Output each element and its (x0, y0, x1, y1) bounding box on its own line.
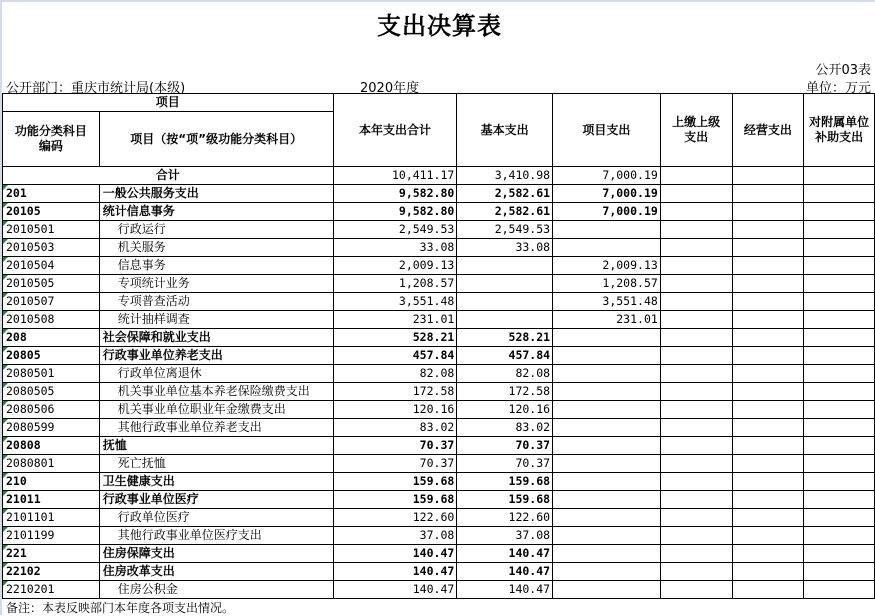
row-business[interactable] (732, 311, 804, 329)
row-total[interactable]: 159.68 (333, 491, 457, 509)
row-upper[interactable] (660, 401, 732, 419)
row-project[interactable]: 7,000.19 (553, 185, 661, 203)
form-number: 公开03表 (815, 63, 871, 78)
row-business[interactable] (732, 365, 804, 383)
table-row[interactable] (3, 455, 875, 473)
row-business[interactable] (732, 563, 804, 581)
row-name[interactable]: 机关事业单位职业年金缴费支出 (99, 401, 333, 419)
row-basic[interactable] (457, 275, 553, 293)
row-name[interactable]: 卫生健康支出 (99, 473, 333, 491)
row-subsidy[interactable] (804, 293, 875, 311)
row-total[interactable]: 528.21 (333, 329, 457, 347)
row-project[interactable]: 231.01 (553, 311, 661, 329)
row-code[interactable]: 2010503 (3, 239, 100, 257)
row-total[interactable]: 70.37 (333, 455, 457, 473)
row-business[interactable] (732, 581, 804, 599)
table-row[interactable] (3, 275, 875, 293)
row-business[interactable] (732, 329, 804, 347)
table-row[interactable] (3, 365, 875, 383)
table-row[interactable] (3, 419, 875, 437)
row-business[interactable] (732, 239, 804, 257)
row-subsidy[interactable] (804, 311, 875, 329)
row-code[interactable]: 20805 (3, 347, 100, 365)
table-row[interactable] (3, 203, 875, 221)
row-code[interactable]: 2210201 (3, 581, 100, 599)
row-basic[interactable]: 2,549.53 (457, 221, 553, 239)
row-total[interactable]: 1,208.57 (333, 275, 457, 293)
row-basic[interactable]: 140.47 (457, 581, 553, 599)
row-subsidy[interactable] (804, 455, 875, 473)
total-label: 合计 (3, 167, 334, 185)
row-business[interactable] (732, 293, 804, 311)
total-basic: 3,410.98 (457, 167, 553, 185)
row-project[interactable] (553, 581, 661, 599)
row-subsidy[interactable] (804, 581, 875, 599)
row-subsidy[interactable] (804, 203, 875, 221)
row-name[interactable]: 住房公积金 (99, 581, 333, 599)
row-total[interactable]: 231.01 (333, 311, 457, 329)
row-basic[interactable]: 70.37 (457, 437, 553, 455)
row-code[interactable]: 2010508 (3, 311, 100, 329)
row-total[interactable]: 3,551.48 (333, 293, 457, 311)
header-name: 项目（按“项”级功能分类科目） (99, 112, 333, 167)
row-code[interactable]: 2080506 (3, 401, 100, 419)
row-upper[interactable] (660, 293, 732, 311)
row-subsidy[interactable] (804, 563, 875, 581)
table-row[interactable] (3, 257, 875, 275)
row-name[interactable]: 行政事业单位养老支出 (99, 347, 333, 365)
row-project[interactable] (553, 221, 661, 239)
row-project[interactable] (553, 329, 661, 347)
footnote: 备注：本表反映部门本年度各项支出情况。 (6, 601, 235, 615)
row-subsidy[interactable] (804, 257, 875, 275)
total-upper (660, 167, 732, 185)
row-business[interactable] (732, 275, 804, 293)
row-subsidy[interactable] (804, 347, 875, 365)
row-total[interactable]: 122.60 (333, 509, 457, 527)
row-upper[interactable] (660, 383, 732, 401)
row-name[interactable]: 统计抽样调查 (99, 311, 333, 329)
row-code[interactable]: 221 (3, 545, 100, 563)
row-code[interactable]: 21011 (3, 491, 100, 509)
row-code[interactable]: 2080801 (3, 455, 100, 473)
row-code[interactable]: 2010501 (3, 221, 100, 239)
row-upper[interactable] (660, 257, 732, 275)
row-business[interactable] (732, 203, 804, 221)
row-name[interactable]: 住房保障支出 (99, 545, 333, 563)
total-row (3, 167, 875, 185)
table-row[interactable] (3, 491, 875, 509)
row-basic[interactable] (457, 311, 553, 329)
row-upper[interactable] (660, 221, 732, 239)
row-code[interactable]: 2010507 (3, 293, 100, 311)
row-project[interactable]: 3,551.48 (553, 293, 661, 311)
table-row[interactable] (3, 563, 875, 581)
row-upper[interactable] (660, 509, 732, 527)
header-total: 本年支出合计 (333, 94, 457, 167)
row-name[interactable]: 社会保障和就业支出 (99, 329, 333, 347)
row-basic[interactable]: 120.16 (457, 401, 553, 419)
row-subsidy[interactable] (804, 545, 875, 563)
row-project[interactable] (553, 491, 661, 509)
row-total[interactable]: 120.16 (333, 401, 457, 419)
row-total[interactable]: 2,549.53 (333, 221, 457, 239)
row-project[interactable] (553, 401, 661, 419)
row-project[interactable] (553, 473, 661, 491)
row-basic[interactable]: 37.08 (457, 527, 553, 545)
row-basic[interactable]: 70.37 (457, 455, 553, 473)
row-upper[interactable] (660, 563, 732, 581)
row-business[interactable] (732, 221, 804, 239)
row-subsidy[interactable] (804, 401, 875, 419)
department-label: 公开部门：重庆市统计局(本级) (6, 81, 186, 96)
row-subsidy[interactable] (804, 437, 875, 455)
table-row[interactable] (3, 545, 875, 563)
row-total[interactable]: 9,582.80 (333, 185, 457, 203)
row-name[interactable]: 一般公共服务支出 (99, 185, 333, 203)
row-project[interactable] (553, 437, 661, 455)
row-name[interactable]: 机关事业单位基本养老保险缴费支出 (99, 383, 333, 401)
row-name[interactable]: 机关服务 (99, 239, 333, 257)
table-row[interactable] (3, 311, 875, 329)
table-row[interactable] (3, 185, 875, 203)
total-business (732, 167, 804, 185)
row-business[interactable] (732, 455, 804, 473)
row-name[interactable]: 死亡抚恤 (99, 455, 333, 473)
row-subsidy[interactable] (804, 185, 875, 203)
row-code[interactable]: 2080599 (3, 419, 100, 437)
row-upper[interactable] (660, 329, 732, 347)
row-code[interactable]: 20105 (3, 203, 100, 221)
row-subsidy[interactable] (804, 383, 875, 401)
table-row[interactable] (3, 347, 875, 365)
row-subsidy[interactable] (804, 527, 875, 545)
row-code[interactable]: 208 (3, 329, 100, 347)
row-basic[interactable]: 159.68 (457, 473, 553, 491)
row-business[interactable] (732, 509, 804, 527)
row-basic[interactable]: 172.58 (457, 383, 553, 401)
row-project[interactable] (553, 419, 661, 437)
table-row[interactable] (3, 221, 875, 239)
header-upper: 上缴上级支出 (660, 94, 732, 167)
total-project: 7,000.19 (553, 167, 661, 185)
row-basic[interactable]: 33.08 (457, 239, 553, 257)
row-basic[interactable]: 140.47 (457, 563, 553, 581)
row-upper[interactable] (660, 581, 732, 599)
table-row[interactable] (3, 383, 875, 401)
row-project[interactable] (553, 563, 661, 581)
table-row[interactable] (3, 437, 875, 455)
row-project[interactable] (553, 383, 661, 401)
row-business[interactable] (732, 401, 804, 419)
table-row[interactable] (3, 473, 875, 491)
row-upper[interactable] (660, 491, 732, 509)
row-upper[interactable] (660, 275, 732, 293)
table-row[interactable] (3, 527, 875, 545)
row-business[interactable] (732, 473, 804, 491)
row-business[interactable] (732, 545, 804, 563)
header-subsidy: 对附属单位补助支出 (804, 94, 875, 167)
row-name[interactable]: 抚恤 (99, 437, 333, 455)
row-name[interactable]: 信息事务 (99, 257, 333, 275)
row-code[interactable]: 2101101 (3, 509, 100, 527)
row-total[interactable]: 140.47 (333, 563, 457, 581)
row-name[interactable]: 专项普查活动 (99, 293, 333, 311)
row-name[interactable]: 行政单位离退休 (99, 365, 333, 383)
row-project[interactable]: 2,009.13 (553, 257, 661, 275)
row-business[interactable] (732, 437, 804, 455)
row-code[interactable]: 201 (3, 185, 100, 203)
row-name[interactable]: 行政单位医疗 (99, 509, 333, 527)
row-project[interactable] (553, 365, 661, 383)
row-total[interactable]: 9,582.80 (333, 203, 457, 221)
row-total[interactable]: 2,009.13 (333, 257, 457, 275)
row-total[interactable]: 140.47 (333, 545, 457, 563)
row-code[interactable]: 22102 (3, 563, 100, 581)
row-business[interactable] (732, 383, 804, 401)
row-code[interactable]: 20808 (3, 437, 100, 455)
row-total[interactable]: 172.58 (333, 383, 457, 401)
row-name[interactable]: 统计信息事务 (99, 203, 333, 221)
row-total[interactable]: 83.02 (333, 419, 457, 437)
row-basic[interactable]: 2,582.61 (457, 203, 553, 221)
page-title: 支出决算表 (377, 12, 502, 40)
row-upper[interactable] (660, 347, 732, 365)
row-basic[interactable]: 528.21 (457, 329, 553, 347)
table-row[interactable] (3, 293, 875, 311)
row-project[interactable] (553, 347, 661, 365)
table-row[interactable] (3, 239, 875, 257)
row-subsidy[interactable] (804, 221, 875, 239)
row-business[interactable] (732, 347, 804, 365)
row-subsidy[interactable] (804, 419, 875, 437)
header-business: 经营支出 (732, 94, 804, 167)
header-project: 项目支出 (553, 94, 661, 167)
row-basic[interactable]: 122.60 (457, 509, 553, 527)
row-total[interactable]: 82.08 (333, 365, 457, 383)
row-code[interactable]: 2080505 (3, 383, 100, 401)
row-project[interactable] (553, 527, 661, 545)
fiscal-year: 2020年度 (360, 81, 420, 96)
row-subsidy[interactable] (804, 329, 875, 347)
row-basic[interactable]: 82.08 (457, 365, 553, 383)
row-upper[interactable] (660, 419, 732, 437)
row-subsidy[interactable] (804, 365, 875, 383)
row-subsidy[interactable] (804, 275, 875, 293)
row-project[interactable]: 7,000.19 (553, 203, 661, 221)
table-row[interactable] (3, 509, 875, 527)
table-row[interactable] (3, 581, 875, 599)
total-subsidy (804, 167, 875, 185)
row-basic[interactable]: 83.02 (457, 419, 553, 437)
row-upper[interactable] (660, 185, 732, 203)
row-upper[interactable] (660, 455, 732, 473)
row-total[interactable]: 37.08 (333, 527, 457, 545)
row-code[interactable]: 2010505 (3, 275, 100, 293)
row-upper[interactable] (660, 203, 732, 221)
row-upper[interactable] (660, 311, 732, 329)
row-total[interactable]: 159.68 (333, 473, 457, 491)
row-upper[interactable] (660, 545, 732, 563)
row-code[interactable]: 210 (3, 473, 100, 491)
table-row[interactable] (3, 329, 875, 347)
header-code: 功能分类科目编码 (3, 112, 100, 167)
row-upper[interactable] (660, 527, 732, 545)
row-business[interactable] (732, 527, 804, 545)
row-business[interactable] (732, 491, 804, 509)
row-name[interactable]: 行政事业单位医疗 (99, 491, 333, 509)
header-basic: 基本支出 (457, 94, 553, 167)
row-upper[interactable] (660, 239, 732, 257)
row-total[interactable]: 70.37 (333, 437, 457, 455)
row-code[interactable]: 2010504 (3, 257, 100, 275)
row-name[interactable]: 住房改革支出 (99, 563, 333, 581)
row-subsidy[interactable] (804, 239, 875, 257)
row-total[interactable]: 140.47 (333, 581, 457, 599)
row-business[interactable] (732, 185, 804, 203)
row-subsidy[interactable] (804, 491, 875, 509)
row-basic[interactable]: 159.68 (457, 491, 553, 509)
row-name[interactable]: 其他行政事业单位养老支出 (99, 419, 333, 437)
row-name[interactable]: 专项统计业务 (99, 275, 333, 293)
row-basic[interactable]: 457.84 (457, 347, 553, 365)
row-project[interactable] (553, 509, 661, 527)
row-code[interactable]: 2101199 (3, 527, 100, 545)
unit-label: 单位：万元 (805, 81, 871, 96)
table-row[interactable] (3, 401, 875, 419)
row-upper[interactable] (660, 473, 732, 491)
row-name[interactable]: 其他行政事业单位医疗支出 (99, 527, 333, 545)
row-business[interactable] (732, 419, 804, 437)
total-total: 10,411.17 (333, 167, 457, 185)
row-basic[interactable] (457, 257, 553, 275)
row-upper[interactable] (660, 437, 732, 455)
row-basic[interactable]: 2,582.61 (457, 185, 553, 203)
row-name[interactable]: 行政运行 (99, 221, 333, 239)
row-upper[interactable] (660, 365, 732, 383)
row-business[interactable] (732, 257, 804, 275)
row-project[interactable] (553, 239, 661, 257)
row-subsidy[interactable] (804, 473, 875, 491)
row-project[interactable] (553, 545, 661, 563)
row-basic[interactable] (457, 293, 553, 311)
expenditure-table (2, 93, 875, 599)
row-total[interactable]: 457.84 (333, 347, 457, 365)
row-project[interactable] (553, 455, 661, 473)
row-subsidy[interactable] (804, 509, 875, 527)
row-project[interactable]: 1,208.57 (553, 275, 661, 293)
row-basic[interactable]: 140.47 (457, 545, 553, 563)
row-total[interactable]: 33.08 (333, 239, 457, 257)
header-group-project: 项目 (3, 94, 334, 112)
row-code[interactable]: 2080501 (3, 365, 100, 383)
